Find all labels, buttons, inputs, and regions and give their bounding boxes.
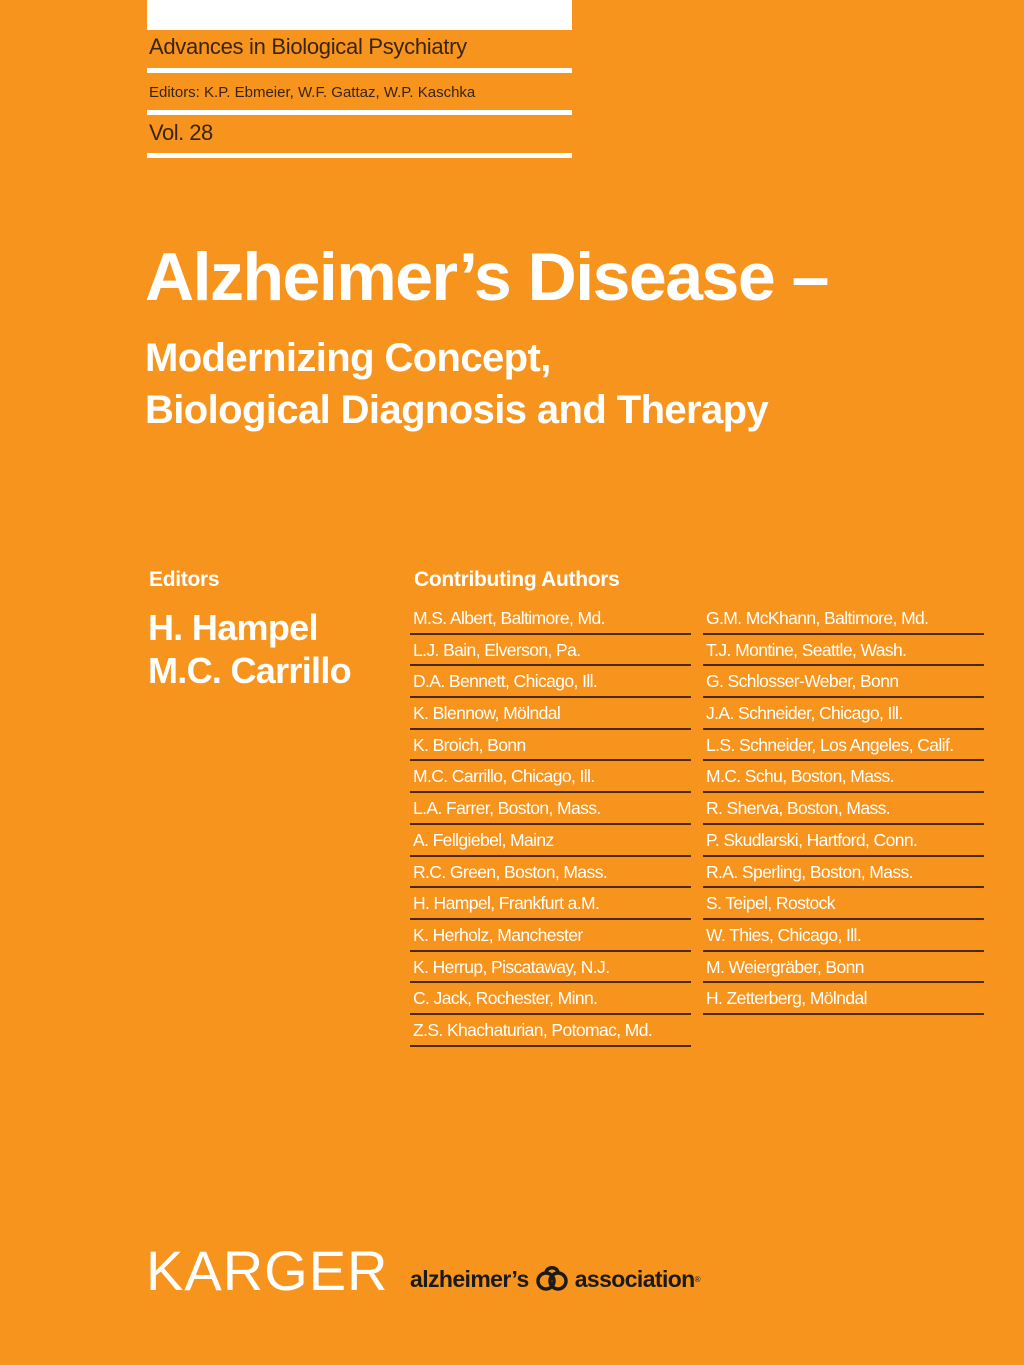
- partner-name-part1: alzheimer’s: [410, 1265, 529, 1292]
- author-entry: R.A. Sperling, Boston, Mass.: [703, 857, 984, 889]
- partner-name-part2: association: [574, 1265, 695, 1292]
- author-entry: K. Blennow, Mölndal: [410, 698, 691, 730]
- divider-rule: [147, 153, 572, 158]
- author-entry: S. Teipel, Rostock: [703, 888, 984, 920]
- author-entry: D.A. Bennett, Chicago, Ill.: [410, 666, 691, 698]
- volume-number: Vol. 28: [149, 120, 213, 145]
- author-entry: H. Zetterberg, Mölndal: [703, 983, 984, 1015]
- editor-name: H. Hampel: [148, 607, 318, 648]
- author-entry: L.A. Farrer, Boston, Mass.: [410, 793, 691, 825]
- author-entry: L.J. Bain, Elverson, Pa.: [410, 635, 691, 667]
- author-entry: C. Jack, Rochester, Minn.: [410, 983, 691, 1015]
- author-entry: G.M. McKhann, Baltimore, Md.: [703, 603, 984, 635]
- subtitle-line: Modernizing Concept,: [145, 336, 551, 380]
- author-entry: K. Herrup, Piscataway, N.J.: [410, 952, 691, 984]
- author-entry: R.C. Green, Boston, Mass.: [410, 857, 691, 889]
- authors-column-right: [703, 603, 984, 1015]
- book-subtitle: [145, 332, 768, 436]
- author-entry: P. Skudlarski, Hartford, Conn.: [703, 825, 984, 857]
- publisher-logo: KARGER: [146, 1239, 389, 1302]
- partner-logo: [410, 1262, 700, 1296]
- author-entry: L.S. Schneider, Los Angeles, Calif.: [703, 730, 984, 762]
- author-entry: T.J. Montine, Seattle, Wash.: [703, 635, 984, 667]
- editors-heading: Editors: [149, 568, 220, 591]
- author-entry: K. Broich, Bonn: [410, 730, 691, 762]
- author-entry: K. Herholz, Manchester: [410, 920, 691, 952]
- author-entry: R. Sherva, Boston, Mass.: [703, 793, 984, 825]
- series-name: Advances in Biological Psychiatry: [149, 34, 467, 59]
- series-editors: Editors: K.P. Ebmeier, W.F. Gattaz, W.P. Kaschka: [149, 84, 476, 101]
- author-entry: A. Fellgiebel, Mainz: [410, 825, 691, 857]
- author-entry: M.S. Albert, Baltimore, Md.: [410, 603, 691, 635]
- top-white-bar: [147, 0, 572, 30]
- author-entry: M. Weiergräber, Bonn: [703, 952, 984, 984]
- subtitle-line: Biological Diagnosis and Therapy: [145, 388, 769, 432]
- alzheimers-association-icon: [535, 1262, 569, 1296]
- author-entry: W. Thies, Chicago, Ill.: [703, 920, 984, 952]
- registered-mark: ®: [694, 1274, 700, 1284]
- author-entry: H. Hampel, Frankfurt a.M.: [410, 888, 691, 920]
- divider-rule: [147, 68, 572, 73]
- author-entry: J.A. Schneider, Chicago, Ill.: [703, 698, 984, 730]
- author-entry: Z.S. Khachaturian, Potomac, Md.: [410, 1015, 691, 1047]
- editor-name: M.C. Carrillo: [148, 650, 351, 691]
- editors-list: [148, 606, 351, 692]
- author-entry: M.C. Schu, Boston, Mass.: [703, 761, 984, 793]
- contributing-authors-heading: Contributing Authors: [414, 568, 620, 591]
- authors-column-left: [410, 603, 691, 1047]
- book-title: Alzheimer’s Disease –: [145, 239, 828, 315]
- divider-rule: [147, 110, 572, 115]
- author-entry: M.C. Carrillo, Chicago, Ill.: [410, 761, 691, 793]
- author-entry: G. Schlosser-Weber, Bonn: [703, 666, 984, 698]
